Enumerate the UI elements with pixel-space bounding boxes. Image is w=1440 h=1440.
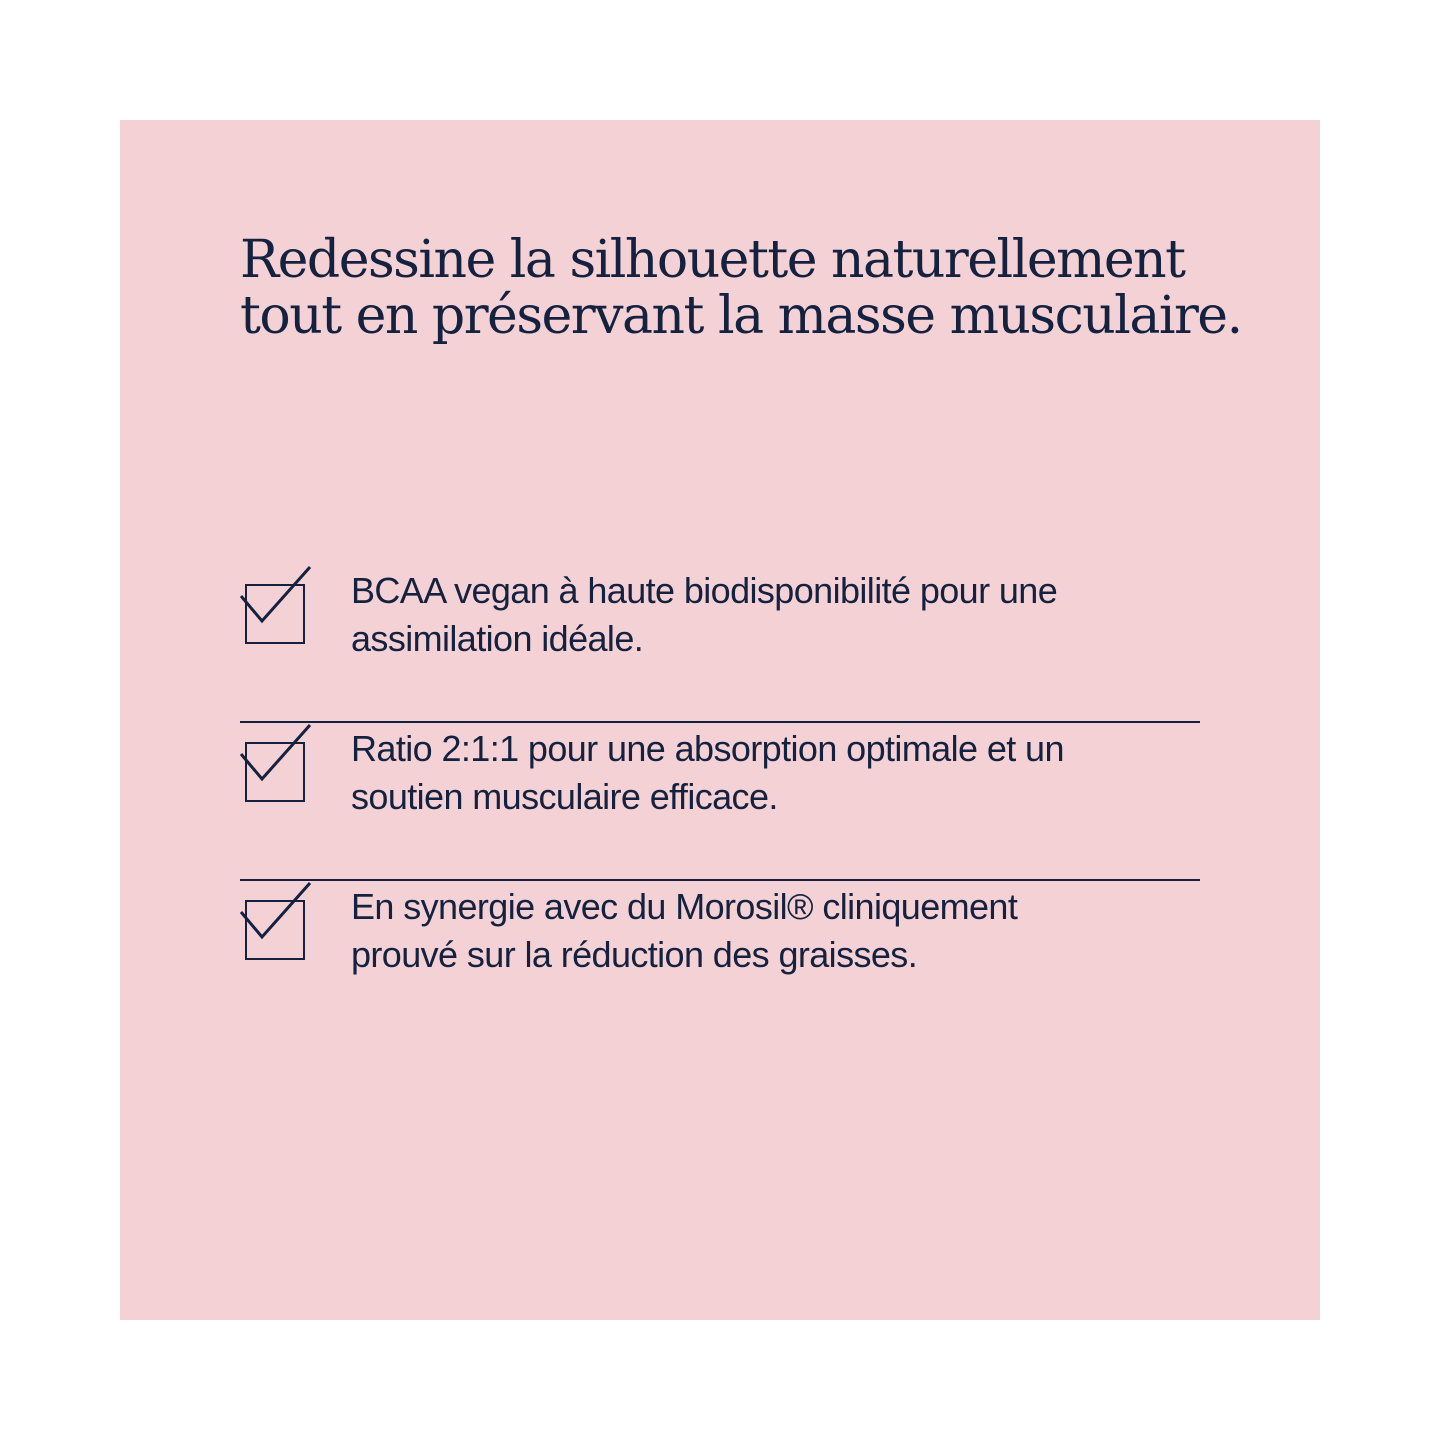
- feature-text: [351, 725, 1191, 821]
- checkbox-checked-icon: [240, 881, 312, 963]
- feature-list: [240, 565, 1200, 1039]
- checkbox-checked-icon: [240, 565, 312, 647]
- checkbox-checked-icon: [240, 723, 312, 805]
- headline: [240, 232, 1240, 344]
- headline-line-2: tout en préservant la masse musculaire.: [240, 286, 1242, 346]
- feature-text-line-1: Ratio 2:1:1 pour une absorption optimale et un: [351, 728, 1064, 769]
- feature-text-line-2: assimilation idéale.: [351, 618, 644, 659]
- pink-card: [120, 120, 1320, 1320]
- feature-text-line-1: En synergie avec du Morosil® cliniquement: [351, 886, 1018, 927]
- feature-item: [240, 723, 1200, 881]
- headline-line-1: Redessine la silhouette naturellement: [240, 230, 1185, 290]
- feature-item: [240, 565, 1200, 723]
- feature-text-line-1: BCAA vegan à haute biodisponibilité pour une: [351, 570, 1058, 611]
- feature-text: [351, 883, 1191, 979]
- feature-text-line-2: soutien musculaire efficace.: [351, 776, 778, 817]
- feature-text-line-2: prouvé sur la réduction des graisses.: [351, 934, 918, 975]
- feature-item: [240, 881, 1200, 1039]
- feature-text: [351, 567, 1191, 663]
